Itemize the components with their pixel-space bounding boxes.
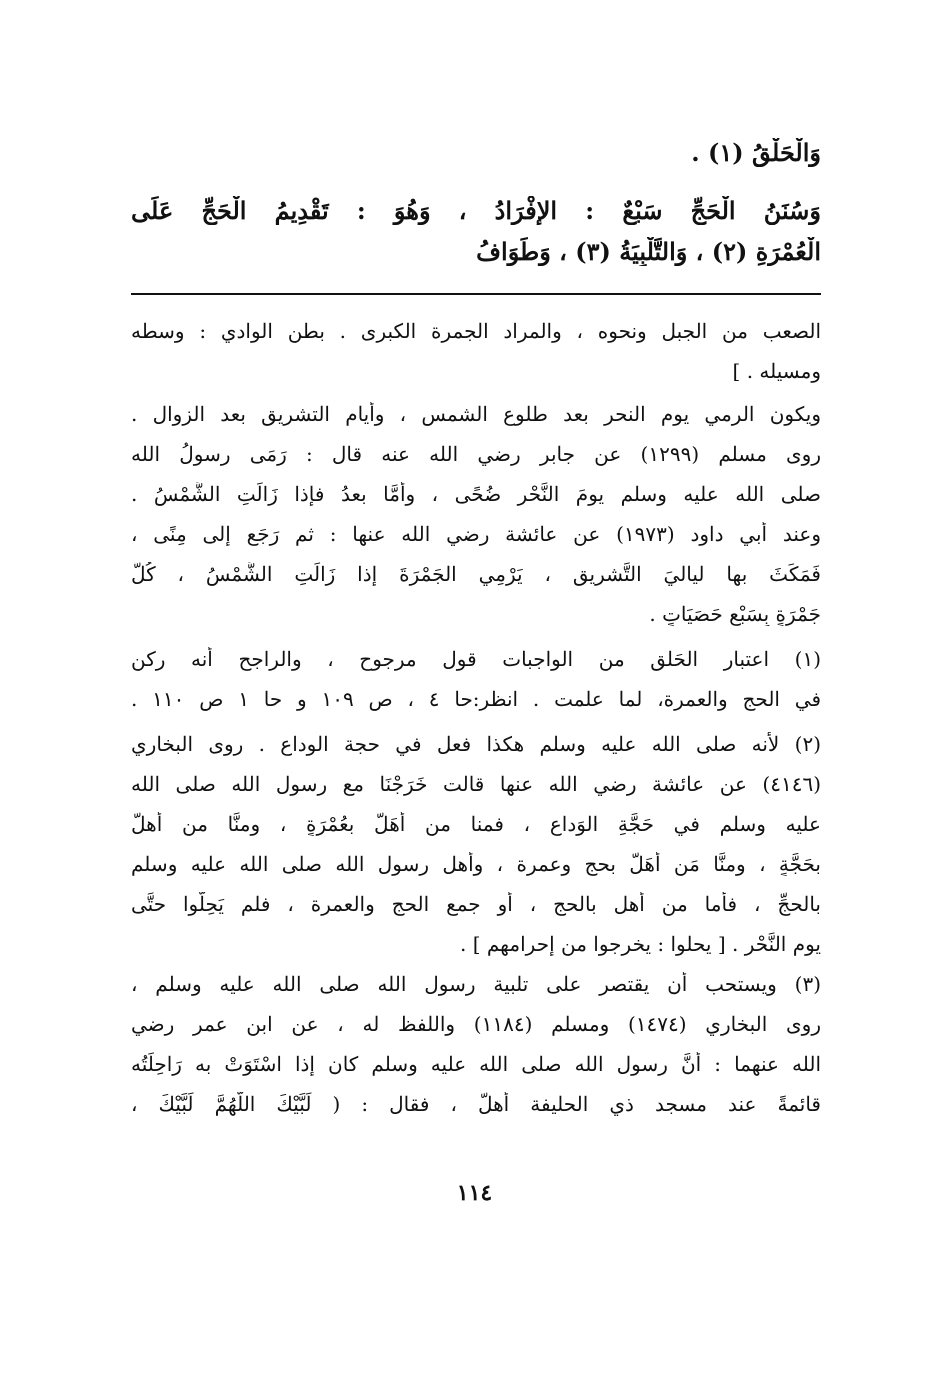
footnote-divider (131, 293, 821, 295)
matn-line-3: الْعُمْرَةِ (٢) ، وَالتَّلْبِيَةُ (٣) ، وَطَوَافُ (476, 237, 821, 266)
matn-line-2: وَسُنَنُ الْحَجِّ سَبْعٌ : الإِفْرَادُ ، وَهُوَ : تَقْدِيمُ الْحَجِّ عَلَى (131, 196, 821, 225)
footnote-2-line-4: بحَجَّةٍ ، ومنَّا مَن أهَلَّ بحج وعمرة ، وأهل رسول الله صلى الله عليه وسلم (131, 852, 821, 876)
commentary-line-8: جَمْرَةٍ بِسَبْعِ حَصَيَاتٍ . (649, 602, 821, 626)
commentary-line-6: وعند أبي داود (١٩٧٣) عن عائشة رضي الله عنها : ثم رَجَع إلى مِنًى ، (131, 522, 821, 546)
page-number: ١١٤ (456, 1180, 493, 1206)
commentary-line-5: صلى الله عليه وسلم يومَ النَّحْرِ ضُحًى ، وأمَّا بعدُ فإذا زَالَتِ الشَّمْسُ . (131, 482, 821, 506)
matn-line-1: وَالْحَلْقُ (١) . (691, 138, 821, 167)
footnote-2-line-6: يومِ النَّحْرِ . [ يحلوا : يخرجوا من إحرامهم ] . (460, 932, 821, 956)
footnote-3-line-2: روى البخاري (١٤٧٤) ومسلم (١١٨٤) واللفظ له ، عن ابن عمر رضي (131, 1012, 821, 1036)
commentary-line-7: فَمَكَثَ بها لياليَ التَّشريقِ ، يَرْمِي الجَمْرَةَ إذا زَالَتِ الشَّمْسُ ، كُلَّ (131, 562, 821, 586)
commentary-line-2: ومسيله . ] (732, 359, 821, 383)
footnote-1-line-2: في الحج والعمرة، لما علمت . انظر:حا ٤ ، ص ١٠٩ و حا ١ ص ١١٠ . (131, 687, 821, 711)
commentary-line-4: روى مسلم (١٢٩٩) عن جابر رضي الله عنه قال : رَمَى رسولُ الله (131, 442, 821, 466)
footnote-2-line-1: (٢) لأنه صلى الله عليه وسلم هكذا فعل في حجة الوداع . روى البخاري (131, 732, 821, 756)
footnote-1-line-1: (١) اعتبار الحَلق من الواجبات قول مرجوح ، والراجح أنه ركن (131, 647, 821, 671)
commentary-line-3: ويكون الرمي يوم النحر بعد طلوع الشمس ، وأيام التشريق بعد الزوال . (131, 402, 821, 426)
footnote-3-line-1: (٣) ويستحب أن يقتصر على تلبية رسول الله صلى الله عليه وسلم ، (131, 972, 821, 996)
footnote-2-line-3: عليه وسلم في حَجَّةِ الوَداعِ ، فمنا من أهَلَّ بعُمْرَةٍ ، ومنَّا من أهلَّ (131, 812, 821, 836)
footnote-3-line-4: قائمةً عند مسجد ذي الحليفة أهلَّ ، فقال : ( لَبَّيْكَ اللَّهُمَّ لَبَّيْكَ ، (131, 1092, 821, 1116)
footnote-2-line-2: (٤١٤٦) عن عائشة رضي الله عنها قالت خَرَجْنَا مع رسول الله صلى الله (131, 772, 821, 796)
commentary-line-1: الصعب من الجبل ونحوه ، والمراد الجمرة الكبرى . بطن الوادي : وسطه (131, 319, 821, 343)
footnote-3-line-3: الله عنهما : أنَّ رسول الله صلى الله عليه وسلم كان إذا اسْتَوَتْ به رَاحِلَتُه (131, 1052, 821, 1076)
footnote-2-line-5: بالحجِّ ، فأما من أهل بالحج ، أو جمع الحج والعمرة ، فلم يَحِلُّوا حتَّى (131, 892, 821, 916)
